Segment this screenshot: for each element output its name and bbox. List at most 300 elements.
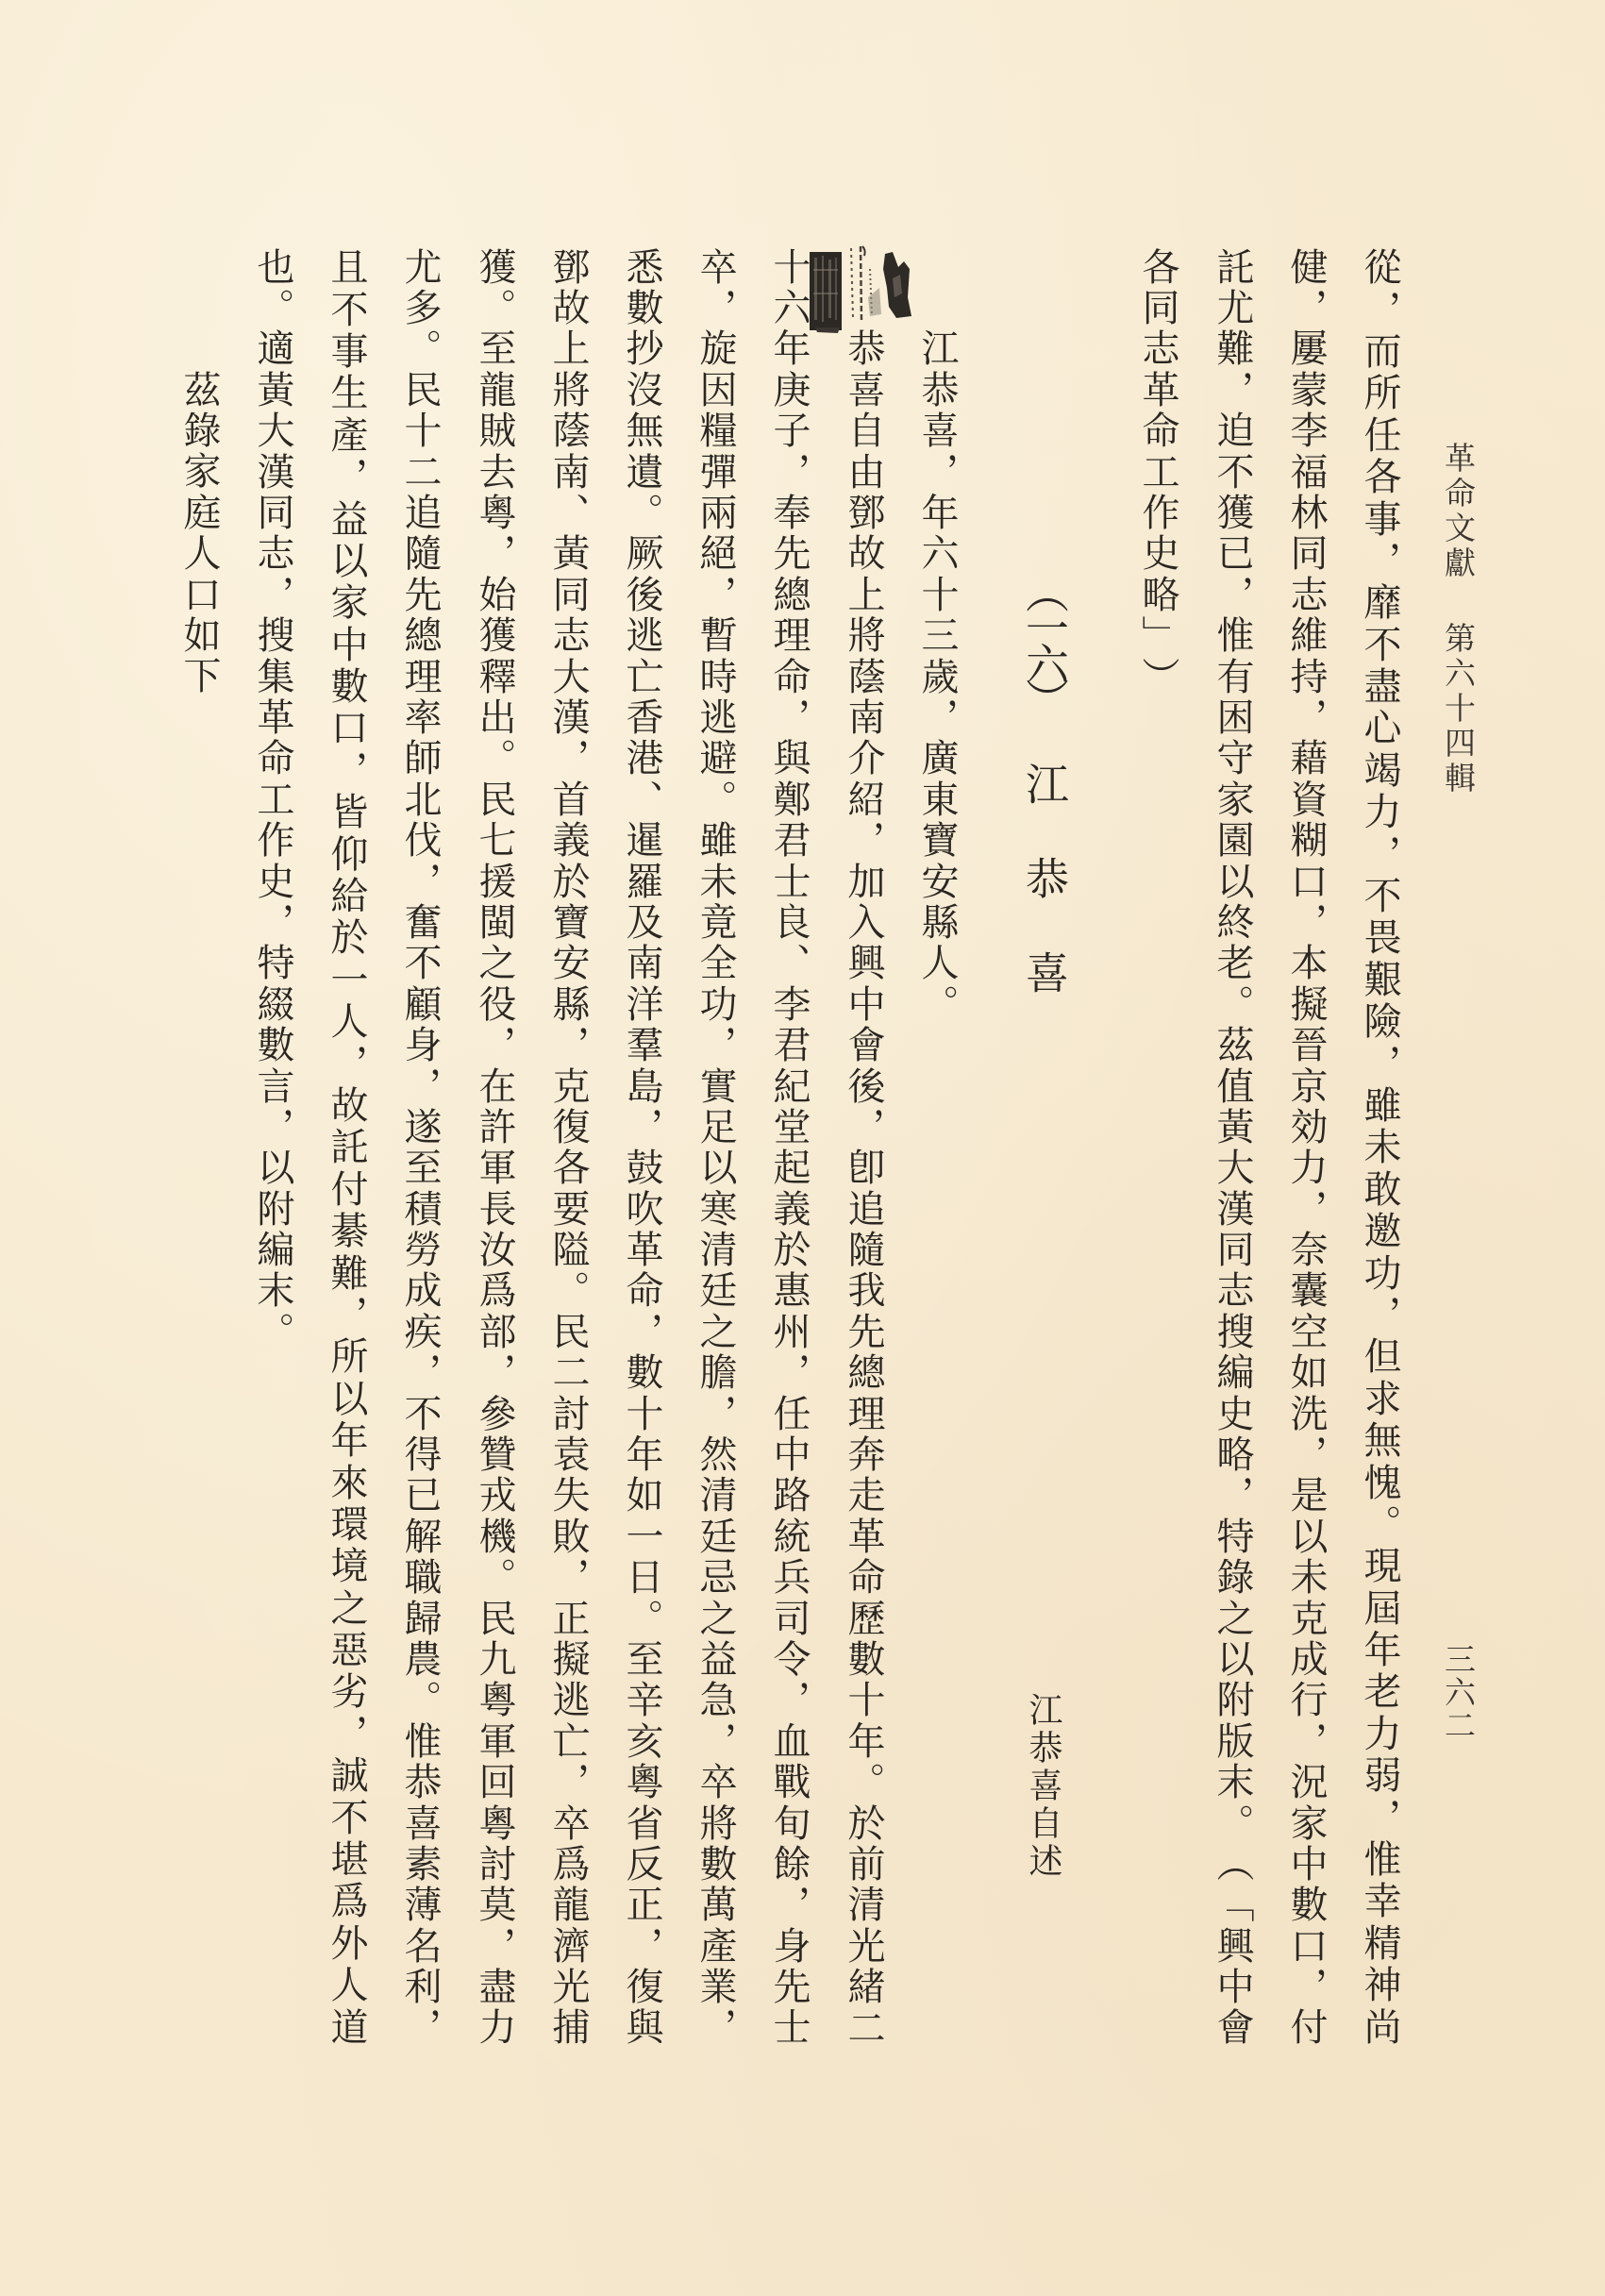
glyph: 反 [620,1843,663,1882]
glyph: 、 [546,493,590,531]
glyph: 事 [1358,498,1401,537]
glyph: 統 [767,1516,811,1554]
glyph: 力 [1358,1713,1401,1751]
glyph: 末 [1211,1762,1254,1801]
glyph: 參 [473,1393,516,1432]
glyph: 解 [398,1516,442,1554]
glyph: 堂 [767,1106,811,1145]
glyph: 道 [325,2006,368,2045]
series-title [1439,440,1477,579]
glyph: 一 [620,1516,663,1554]
glyph: 亡 [620,656,663,695]
glyph: 外 [325,1922,368,1961]
glyph: 末 [251,1270,294,1309]
glyph: 文 [1440,511,1477,543]
glyph: 困 [1211,696,1254,735]
glyph: 以 [325,1378,368,1416]
glyph: 工 [251,779,294,817]
glyph: 事 [325,330,368,369]
glyph: 竟 [694,901,737,940]
glyph: 與 [620,2007,663,2046]
glyph: 總 [842,1352,885,1391]
glyph: 敢 [1358,1168,1401,1207]
glyph: 十 [767,246,811,285]
glyph: 利 [398,1967,442,2005]
glyph: 命 [842,1557,885,1596]
glyph: ， [694,288,737,327]
glyph: 之 [325,1587,368,1626]
glyph: 產 [694,1925,737,1964]
glyph: 產 [325,414,368,453]
glyph: 粵 [473,493,516,531]
glyph: 以 [694,1148,737,1186]
glyph: 然 [694,1434,737,1473]
glyph: 革 [1440,442,1477,473]
glyph: 愧 [1358,1462,1401,1500]
glyph: 隨 [842,1230,885,1268]
glyph: 囊 [1284,1270,1328,1309]
entry-number [1018,570,1071,721]
glyph: 守 [1211,738,1254,777]
glyph: 維 [1284,615,1328,654]
text-column [842,327,885,2047]
glyph: 值 [1211,1065,1254,1104]
glyph: 卒 [694,246,737,285]
glyph: 付 [325,1168,368,1207]
glyph: ， [1284,1967,1328,2005]
glyph: 志 [1136,328,1179,367]
glyph: 遂 [398,1106,442,1145]
glyph: 喜 [1019,950,1070,994]
glyph: 竭 [1358,749,1401,788]
glyph: 屆 [1358,1587,1401,1626]
glyph: 難 [1211,328,1254,367]
glyph: 年 [842,1720,885,1759]
glyph: ， [1358,540,1401,578]
glyph: 由 [842,451,885,490]
glyph: 民 [398,369,442,408]
glyph: 獲 [473,615,516,654]
glyph: 年 [1358,1630,1401,1668]
glyph: 十 [842,1680,885,1718]
glyph: 清 [694,1475,737,1514]
glyph: 託 [1211,246,1254,285]
glyph: 鄧 [842,493,885,531]
glyph: 賊 [473,411,516,449]
glyph: 錄 [1211,1557,1254,1596]
glyph: 給 [325,876,368,914]
glyph: 故 [546,288,590,327]
text-column [915,327,959,1024]
glyph: ， [325,1294,368,1332]
glyph: 下 [177,656,221,695]
glyph: 口 [1284,861,1328,899]
glyph: 家 [325,582,368,621]
glyph: 總 [767,574,811,612]
glyph: 日 [620,1557,663,1596]
glyph: ， [915,697,959,735]
glyph: 六 [1440,1676,1477,1707]
text-column [1358,245,1401,2047]
glyph: 求 [1358,1378,1401,1416]
glyph: 在 [473,1065,516,1104]
glyph: 志 [546,615,590,654]
glyph: 粵 [473,1680,516,1718]
glyph: 艱 [1358,959,1401,997]
glyph: 晉 [1284,1025,1328,1064]
glyph: 於 [767,1230,811,1268]
glyph: 加 [842,861,885,899]
glyph: 靡 [1358,582,1401,621]
glyph: 安 [915,861,959,899]
glyph: 萬 [694,1885,737,1923]
glyph: 中 [842,983,885,1022]
glyph: 多 [398,288,442,327]
glyph: 廣 [915,738,959,777]
glyph: 戰 [767,1762,811,1801]
glyph: 口 [325,708,368,746]
glyph: 擬 [546,1638,590,1677]
glyph: ， [767,696,811,735]
glyph: 作 [1136,493,1179,531]
glyph: 君 [767,1025,811,1064]
glyph: 寒 [694,1188,737,1227]
glyph: ， [398,1065,442,1104]
glyph: 編 [251,1230,294,1268]
glyph: 奮 [398,901,442,940]
glyph: 部 [473,1311,516,1349]
glyph: 適 [251,328,294,367]
glyph: 自 [842,411,885,449]
glyph: 疾 [398,1311,442,1349]
glyph: 資 [1284,779,1328,817]
glyph: 力 [473,2007,516,2046]
glyph: ， [1358,1294,1401,1332]
glyph: 理 [398,656,442,695]
glyph: 之 [694,1311,737,1349]
glyph: 吹 [620,1188,663,1227]
glyph: 雖 [1358,1085,1401,1123]
glyph: 要 [546,1188,590,1227]
glyph: 將 [546,369,590,408]
glyph: 悉 [620,246,663,285]
glyph: 志 [1211,1270,1254,1309]
glyph: 惟 [1358,1839,1401,1878]
glyph: 將 [842,615,885,654]
glyph: ， [767,451,811,490]
glyph: 搜 [1211,1311,1254,1349]
glyph: 蒙 [1284,369,1328,408]
glyph: 長 [473,1188,516,1227]
glyph: 尤 [398,246,442,285]
glyph: 洋 [620,983,663,1022]
glyph: 年 [767,328,811,367]
glyph: 現 [1358,1546,1401,1584]
glyph: 逃 [620,615,663,654]
glyph: 劣 [325,1671,368,1710]
glyph: 老 [1211,943,1254,981]
glyph: 起 [767,1148,811,1186]
glyph: 寶 [546,901,590,940]
glyph: 健 [1284,246,1328,285]
glyph: 光 [546,1967,590,2005]
glyph: 如 [620,1475,663,1514]
glyph: 難 [325,1252,368,1291]
glyph: 贊 [473,1434,516,1473]
glyph: 六 [1019,642,1070,685]
glyph: 暹 [620,820,663,859]
glyph: 素 [398,1843,442,1882]
glyph: 。 [398,328,442,367]
glyph: 盡 [1358,666,1401,705]
glyph: 子 [767,411,811,449]
glyph: 南 [620,943,663,981]
glyph: ， [842,1106,885,1145]
glyph: 家 [1211,779,1254,817]
glyph: 。 [620,493,663,531]
glyph: 庚 [767,369,811,408]
glyph: 忌 [694,1557,737,1596]
glyph: 十 [620,1393,663,1432]
glyph: 暫 [694,615,737,654]
glyph: ， [694,574,737,612]
glyph: ， [620,1925,663,1964]
glyph: ， [1211,574,1254,612]
glyph: 口 [177,574,221,612]
glyph: 京 [1284,1065,1328,1104]
glyph: 命 [767,656,811,695]
glyph: 清 [694,1230,737,1268]
glyph: 九 [473,1638,516,1677]
glyph: 喜 [1024,1768,1062,1802]
glyph: 生 [325,373,368,411]
glyph: 三 [915,615,959,654]
glyph: 環 [325,1503,368,1542]
glyph: 口 [1284,1925,1328,1964]
glyph: 君 [767,820,811,859]
glyph: 任 [767,1393,811,1432]
glyph: 同 [1284,533,1328,572]
glyph: 餘 [767,1843,811,1882]
glyph: ， [398,2007,442,2046]
glyph: 江 [1019,762,1070,805]
glyph: 」 [1136,615,1179,654]
glyph: 一 [325,959,368,997]
glyph: ， [251,574,294,612]
glyph: 廷 [694,1270,737,1309]
glyph: 光 [842,1925,885,1964]
glyph: 旋 [694,328,737,367]
glyph: 不 [1211,451,1254,490]
glyph: 三 [1440,1643,1477,1674]
glyph: 歲 [915,656,959,695]
glyph: 入 [842,901,885,940]
glyph: 失 [546,1475,590,1514]
glyph: 不 [398,943,442,981]
glyph: 亡 [546,1720,590,1759]
glyph: 六 [1440,657,1477,688]
glyph: ， [694,1393,737,1432]
glyph: ， [620,1106,663,1145]
glyph: ， [915,451,959,490]
glyph: 史 [1136,533,1179,572]
glyph: 。 [1211,1802,1254,1841]
glyph: 顧 [398,983,442,1022]
glyph: ， [325,1043,368,1081]
glyph: 李 [1284,411,1328,449]
glyph: ， [1284,1188,1328,1227]
glyph: ， [767,1680,811,1718]
glyph: 從 [1358,247,1401,286]
glyph: 正 [620,1885,663,1923]
glyph: 兩 [694,493,737,531]
glyph: 戎 [473,1475,516,1514]
glyph: 已 [398,1475,442,1514]
glyph: 北 [398,779,442,817]
glyph: 數 [1284,1885,1328,1923]
glyph: ， [325,1713,368,1751]
glyph: 捕 [546,2007,590,2046]
glyph: 李 [767,983,811,1022]
glyph: 沒 [620,369,663,408]
glyph: 七 [473,820,516,859]
glyph: 義 [767,1188,811,1227]
glyph: 克 [1284,1598,1328,1636]
glyph: 足 [694,1106,737,1145]
glyph: 藉 [1284,738,1328,777]
glyph: 工 [1136,451,1179,490]
glyph: 總 [398,615,442,654]
glyph: 人 [325,1001,368,1040]
glyph: 託 [325,1127,368,1165]
glyph: 。 [473,1557,516,1596]
glyph: 釋 [473,656,516,695]
glyph: 特 [1211,1516,1254,1554]
glyph: 身 [767,1925,811,1964]
glyph: 誠 [325,1755,368,1794]
glyph: 先 [398,574,442,612]
glyph: 數 [694,1843,737,1882]
glyph: 中 [1284,1843,1328,1882]
glyph: 中 [1211,1967,1254,2005]
glyph: 於 [842,1802,885,1841]
glyph: ， [694,1720,737,1759]
glyph: 所 [325,1336,368,1375]
glyph: 喜 [842,369,885,408]
glyph: 。 [251,288,294,327]
glyph: 幸 [1358,1881,1401,1919]
glyph: ） [1136,656,1179,695]
glyph: 。 [842,1762,885,1801]
glyph: 糧 [694,411,737,449]
glyph: 清 [842,1885,885,1923]
glyph: 漢 [251,451,294,490]
glyph: 農 [398,1638,442,1677]
glyph: 所 [1358,373,1401,411]
glyph: 血 [767,1720,811,1759]
glyph: 編 [1211,1352,1254,1391]
glyph: 隘 [546,1230,590,1268]
text-column [325,245,368,2047]
glyph: 以 [325,540,368,578]
glyph: 粵 [620,1762,663,1801]
glyph: 始 [473,574,516,612]
glyph: 正 [546,1598,590,1636]
glyph: 第 [1440,622,1477,653]
glyph: 上 [842,574,885,612]
glyph: ， [546,1025,590,1064]
glyph: ， [1284,696,1328,735]
glyph: 邀 [1358,1211,1401,1249]
glyph: 任 [1358,414,1401,453]
glyph: ， [1358,1797,1401,1835]
glyph: ， [694,2007,737,2046]
glyph: 、 [620,779,663,817]
glyph: 先 [767,533,811,572]
text-column [620,245,663,2047]
glyph: ， [1211,369,1254,408]
glyph: 各 [546,1148,590,1186]
glyph: 軍 [473,1148,516,1186]
glyph: 恭 [1024,1730,1062,1764]
glyph: 之 [694,1598,737,1636]
glyph: 惟 [1211,615,1254,654]
glyph: 民 [473,1598,516,1636]
glyph: 香 [620,696,663,735]
glyph: ， [620,1311,663,1349]
glyph: ， [1358,289,1401,327]
glyph: ， [325,457,368,495]
glyph: 。 [620,1598,663,1636]
text-column [398,245,442,2047]
glyph: ， [546,738,590,777]
glyph: 同 [251,493,294,531]
glyph: 但 [1358,1336,1401,1375]
glyph: 險 [1358,1001,1401,1040]
glyph: 志 [1284,574,1328,612]
glyph: 史 [251,861,294,899]
glyph: 、 [767,943,811,981]
glyph: 數 [620,1352,663,1391]
glyph: 十 [398,411,442,449]
text-column [694,245,737,2047]
glyph: 革 [251,696,294,735]
glyph: 革 [842,1516,885,1554]
glyph: ， [251,1106,294,1145]
glyph: 討 [546,1393,590,1432]
glyph: 不 [325,1797,368,1835]
glyph: 不 [398,1393,442,1432]
glyph: 林 [1284,493,1328,531]
glyph: 力 [1358,792,1401,830]
glyph: 故 [842,533,885,572]
glyph: 役 [473,983,516,1022]
glyph: ， [1284,901,1328,940]
glyph: 機 [473,1516,516,1554]
glyph: 獻 [1440,546,1477,578]
glyph: 如 [177,615,221,654]
glyph: 先 [842,1311,885,1349]
glyph: 二 [398,451,442,490]
glyph: 人 [177,533,221,572]
glyph: 援 [473,861,516,899]
glyph: 大 [1211,1148,1254,1186]
glyph: 得 [398,1434,442,1473]
glyph: 絕 [694,533,737,572]
glyph: 後 [842,1065,885,1104]
glyph: 廷 [694,1516,737,1554]
glyph: 人 [915,943,959,981]
